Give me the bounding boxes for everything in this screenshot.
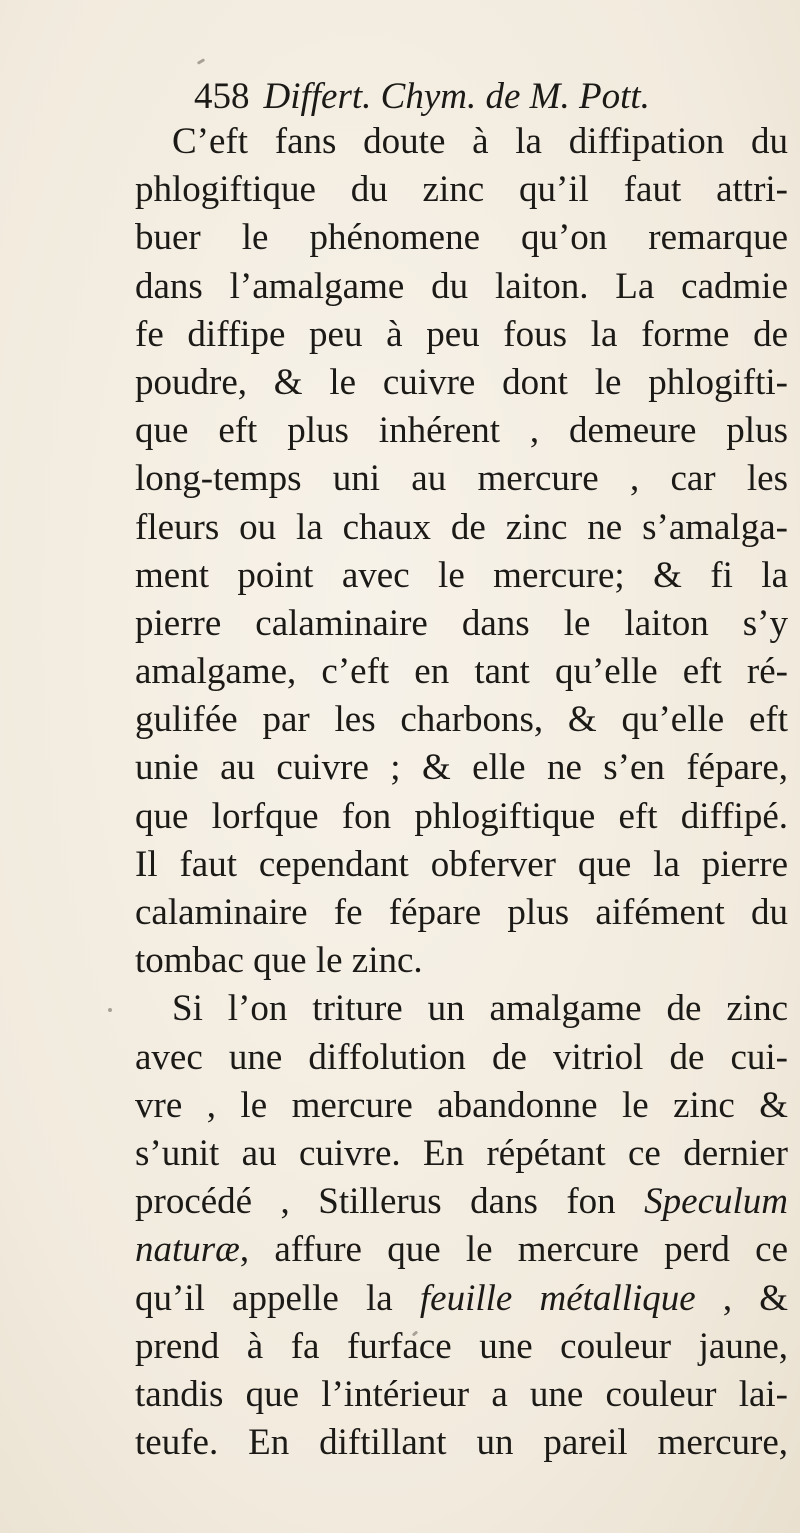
text-line: tombac que le zinc. [135,940,423,982]
text-line: ment point avec le mercure; & fi la [135,554,788,596]
text-line: gulifée par les charbons, & qu’elle eft [135,699,788,741]
text-line: Il faut cependant obferver que la pierre [135,843,788,885]
italic-title: Speculum [644,1181,788,1223]
italic-term: feuille métallique [419,1277,696,1319]
text-line: pierre calaminaire dans le laiton s’y [135,602,788,644]
ink-speck [108,1008,112,1012]
text-line: prend à fa furface une couleur jaune, [135,1325,788,1367]
text-line: avec une diffolution de vitriol de cui- [135,1036,788,1078]
text-line: fleurs ou la chaux de zinc ne s’amalga- [135,506,788,548]
text-line: que lorfque fon phlogiftique eft diffipé. [135,795,788,837]
text-line: C’eft fans doute à la diffipation du [172,121,788,162]
italic-title: naturæ [135,1229,240,1271]
text-line [135,1275,788,1323]
text-line: teufe. En diftillant un pareil mercure, [135,1422,788,1464]
text-line: que eft plus inhérent , demeure plus [135,410,788,452]
text-line: Si l’on triture un amalgame de zinc [172,988,788,1030]
text-line: buer le phénomene qu’on remarque [135,217,788,259]
text-line: dans l’amalgame du laiton. La cadmie [135,265,788,307]
text-line: poudre, & le cuivre dont le phlogifti- [135,361,788,403]
text-line: vre , le mercure abandonne le zinc & [135,1084,788,1126]
text-run: qu’il appelle la [135,1277,393,1319]
running-title: Differt. Chym. de M. Pott. [263,76,650,117]
text-line: calaminaire fe fépare plus aifément du [135,892,788,933]
text-line: s’unit au cuivre. En répétant ce dernier [135,1132,788,1174]
text-line: amalgame, c’eft en tant qu’elle eft ré- [135,651,788,693]
running-header [194,72,794,122]
text-line [135,1226,788,1274]
text-line: unie au cuivre ; & elle ne s’en fépare, [135,747,788,789]
ink-speck [197,58,205,65]
text-run: , affure que le mercure perd ce [239,1229,788,1271]
text-line: long-temps uni au mercure , car les [135,458,788,500]
text-line: phlogiftique du zinc qu’il faut attri- [135,169,788,211]
page-number: 458 [194,76,250,117]
text-run: procédé , Stillerus dans fon [135,1181,616,1223]
text-line: fe diffipe peu à peu fous la forme de [135,313,788,355]
text-line: tandis que l’intérieur a une couleur lai- [135,1373,788,1415]
text-run: , & [722,1277,788,1319]
text-line [135,1178,788,1226]
body-text [135,118,788,1467]
